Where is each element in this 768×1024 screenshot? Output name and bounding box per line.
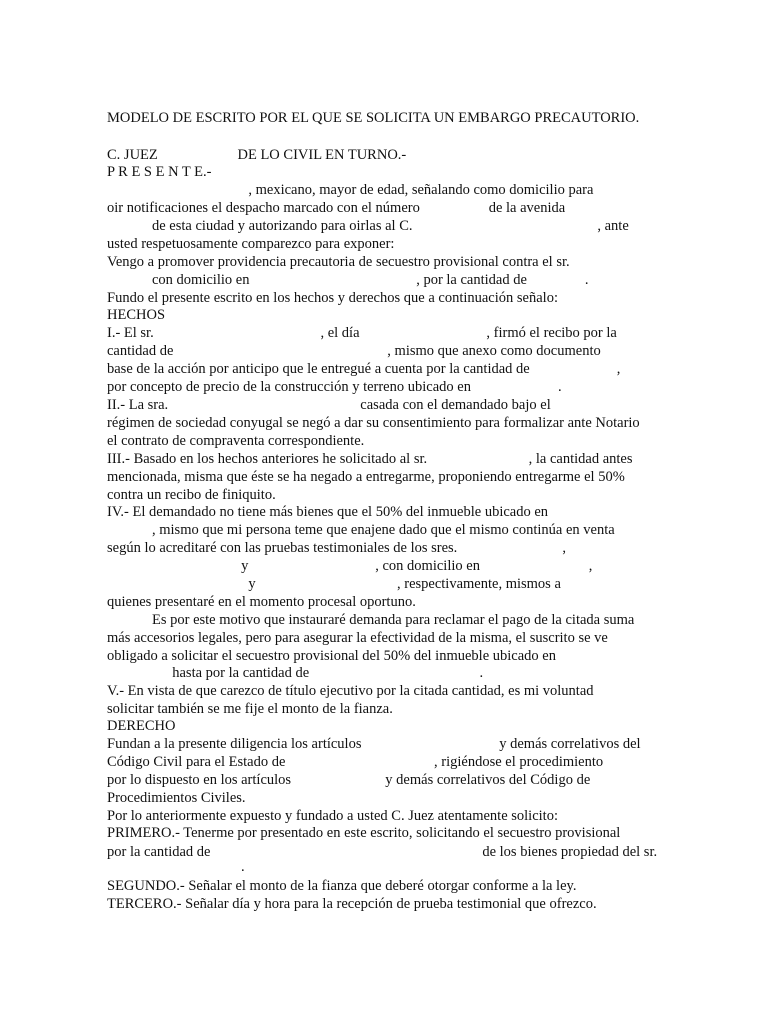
- text-line: hasta por la cantidad de .: [107, 665, 484, 681]
- text-line: IV.- El demandado no tiene más bienes que el 50% del inmueble ubicado en: [107, 504, 549, 520]
- presente-line: P R E S E N T E.-: [107, 164, 212, 180]
- text-line: II.- La sra. casada con el demandado bajo el: [107, 397, 551, 413]
- text-line: contra un recibo de finiquito.: [107, 487, 276, 503]
- text-line: usted respetuosamente comparezco para exponer:: [107, 236, 395, 252]
- text-line: Por lo anteriormente expuesto y fundado a usted C. Juez atentamente solicito:: [107, 808, 558, 824]
- trailing-period: .: [241, 859, 245, 875]
- text-line: con domicilio en , por la cantidad de .: [152, 272, 589, 288]
- text-line: Vengo a promover providencia precautoria de secuestro provisional contra el sr.: [107, 254, 570, 270]
- text-line: más accesorios legales, pero para asegurar la efectividad de la misma, el suscrito se ve: [107, 630, 608, 646]
- text-line: Código Civil para el Estado de , rigiéndose el procedimiento: [107, 754, 604, 770]
- text-line: obligado a solicitar el secuestro provisional del 50% del inmueble ubicado en: [107, 648, 556, 664]
- text-line: por concepto de precio de la construcción y terreno ubicado en .: [107, 379, 562, 395]
- text-line: cantidad de , mismo que anexo como documento: [107, 343, 601, 359]
- text-line: de esta ciudad y autorizando para oirlas al C. , ante: [152, 218, 629, 234]
- text-line: V.- En vista de que carezco de título ejecutivo por la citada cantidad, es mi voluntad: [107, 683, 594, 699]
- text-line: y , respectivamente, mismos a: [107, 576, 561, 592]
- petition-tercero: TERCERO.- Señalar día y hora para la recepción de prueba testimonial que ofrezco.: [107, 896, 597, 912]
- text-line: Procedimientos Civiles.: [107, 790, 246, 806]
- text-line: solicitar también se me fije el monto de la fianza.: [107, 701, 393, 717]
- text-line: Fundo el presente escrito en los hechos y derechos que a continuación señalo:: [107, 290, 558, 306]
- text-line: , mexicano, mayor de edad, señalando como domicilio para: [107, 182, 594, 198]
- text-line: el contrato de compraventa correspondiente.: [107, 433, 365, 449]
- text-line: mencionada, misma que éste se ha negado a entregarme, proponiendo entregarme el 50%: [107, 469, 625, 485]
- section-heading-derecho: DERECHO: [107, 718, 176, 734]
- text-line: régimen de sociedad conyugal se negó a dar su consentimiento para formalizar ante Notario: [107, 415, 640, 431]
- addressee-line: C. JUEZ DE LO CIVIL EN TURNO.-: [107, 147, 407, 163]
- text-line: por lo dispuesto en los artículos y demás correlativos del Código de: [107, 772, 591, 788]
- text-line: base de la acción por anticipo que le entregué a cuenta por la cantidad de ,: [107, 361, 621, 377]
- text-line: Es por este motivo que instauraré demanda para reclamar el pago de la citada suma: [152, 612, 635, 628]
- text-line: por la cantidad de de los bienes propiedad del sr.: [107, 844, 658, 860]
- document-title: MODELO DE ESCRITO POR EL QUE SE SOLICITA UN EMBARGO PRECAUTORIO.: [107, 110, 640, 126]
- text-line: , mismo que mi persona teme que enajene dado que el mismo continúa en venta: [152, 522, 615, 538]
- text-line: según lo acreditaré con las pruebas testimoniales de los sres. ,: [107, 540, 567, 556]
- text-line: oir notificaciones el despacho marcado con el número de la avenida: [107, 200, 566, 216]
- text-line: quienes presentaré en el momento procesal oportuno.: [107, 594, 416, 610]
- section-heading-hechos: HECHOS: [107, 307, 166, 323]
- text-line: III.- Basado en los hechos anteriores he solicitado al sr. , la cantidad antes: [107, 451, 633, 467]
- petition-segundo: SEGUNDO.- Señalar el monto de la fianza que deberé otorgar conforme a la ley.: [107, 878, 577, 894]
- text-line: Fundan a la presente diligencia los artículos y demás correlativos del: [107, 736, 641, 752]
- petition-primero: PRIMERO.- Tenerme por presentado en este escrito, solicitando el secuestro provisional: [107, 825, 621, 841]
- text-line: I.- El sr. , el día , firmó el recibo por la: [107, 325, 617, 341]
- text-line: y , con domicilio en ,: [107, 558, 593, 574]
